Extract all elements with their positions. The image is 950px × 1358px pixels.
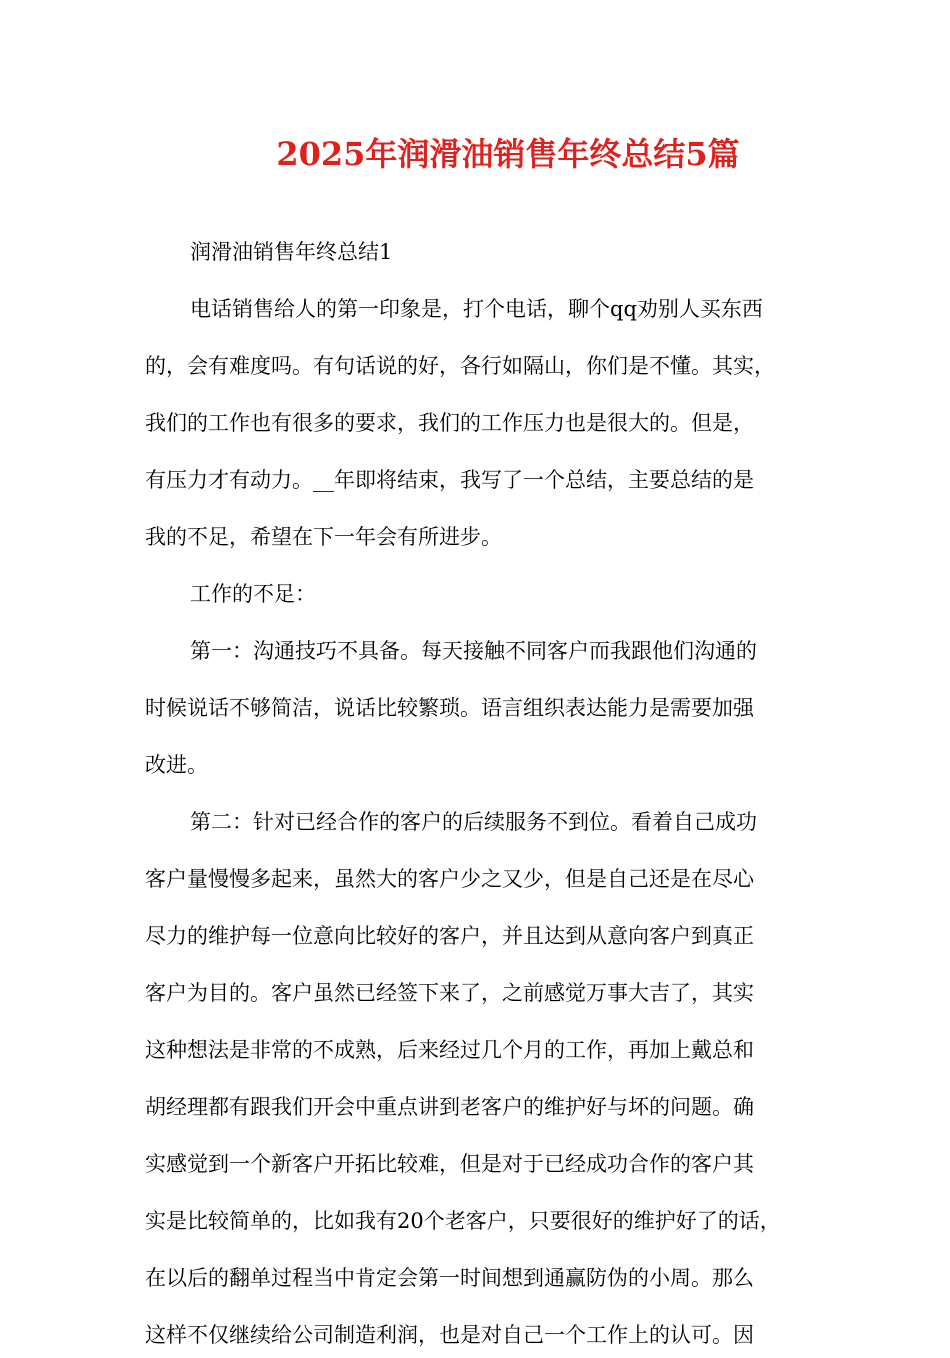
paragraph-line: 的，会有难度吗。有句话说的好，各行如隔山，你们是不懂。其实， [145,354,775,378]
paragraph-line: 第一：沟通技巧不具备。每天接触不同客户而我跟他们沟通的 [190,639,757,663]
paragraph-line: 客户量慢慢多起来，虽然大的客户少之又少，但是自己还是在尽心 [145,867,754,891]
paragraph-line: 我们的工作也有很多的要求，我们的工作压力也是很大的。但是， [145,411,754,435]
paragraph-line: 电话销售给人的第一印象是，打个电话，聊个qq劝别人买东西 [190,297,763,321]
paragraph-line: 有压力才有动力。__年即将结束，我写了一个总结，主要总结的是 [145,468,754,492]
paragraph-line: 这样不仅继续给公司制造利润，也是对自己一个工作上的认可。因 [145,1323,754,1347]
paragraph-line: 改进。 [145,753,208,777]
paragraph-line: 第二：针对已经合作的客户的后续服务不到位。看着自己成功 [190,810,757,834]
paragraph-line: 胡经理都有跟我们开会中重点讲到老客户的维护好与坏的问题。确 [145,1095,754,1119]
paragraph-line: 这种想法是非常的不成熟，后来经过几个月的工作，再加上戴总和 [145,1038,754,1062]
paragraph-line: 在以后的翻单过程当中肯定会第一时间想到通赢防伪的小周。那么 [145,1266,754,1290]
section-heading: 润滑油销售年终总结1 [190,240,393,264]
subheading: 工作的不足： [190,582,316,606]
document-title: 2025年润滑油销售年终总结5篇 [276,135,740,173]
paragraph-line: 实是比较简单的，比如我有20个老客户，只要很好的维护好了的话， [145,1209,781,1233]
paragraph-line: 尽力的维护每一位意向比较好的客户，并且达到从意向客户到真正 [145,924,754,948]
paragraph-line: 时候说话不够简洁，说话比较繁琐。语言组织表达能力是需要加强 [145,696,754,720]
document-body [145,230,825,1358]
paragraph-line: 实感觉到一个新客户开拓比较难，但是对于已经成功合作的客户其 [145,1152,754,1176]
paragraph-line: 我的不足，希望在下一年会有所进步。 [145,525,502,549]
paragraph-line: 客户为目的。客户虽然已经签下来了，之前感觉万事大吉了，其实 [145,981,754,1005]
